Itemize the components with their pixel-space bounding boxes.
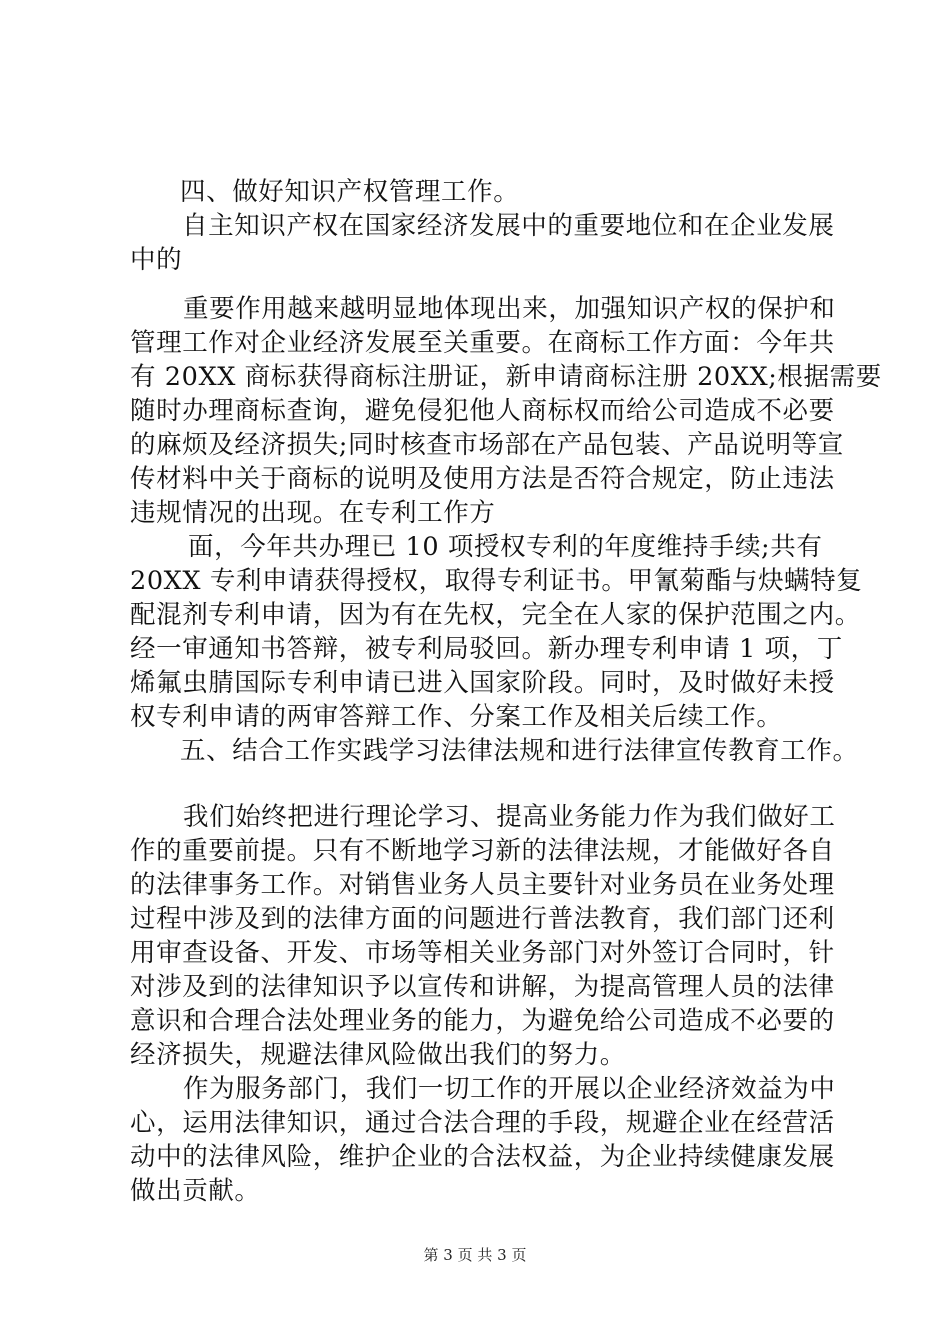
paragraph-line: 违规情况的出现。在专利工作方 <box>130 498 496 528</box>
paragraph-line: 自主知识产权在国家经济发展中的重要地位和在企业发展 <box>182 211 835 241</box>
paragraph-line: 用审查设备、开发、市场等相关业务部门对外签订合同时，针 <box>130 938 835 968</box>
paragraph-line: 随时办理商标查询，避免侵犯他人商标权而给公司造成不必要 <box>130 396 835 426</box>
paragraph-line: 经济损失，规避法律风险做出我们的努力。 <box>130 1040 626 1070</box>
paragraph-line: 管理工作对企业经济发展至关重要。在商标工作方面：今年共 <box>130 328 835 358</box>
paragraph-line: 动中的法律风险，维护企业的合法权益，为企业持续健康发展 <box>130 1142 835 1172</box>
paragraph-line: 作为服务部门，我们一切工作的开展以企业经济效益为中 <box>183 1074 836 1104</box>
paragraph-line: 经一审通知书答辩，被专利局驳回。新办理专利申请 1 项，丁 <box>130 634 843 664</box>
paragraph-line: 面，今年共办理已 10 项授权专利的年度维持手续;共有 <box>188 532 823 562</box>
paragraph-line: 心，运用法律知识，通过合法合理的手段，规避企业在经营活 <box>130 1108 835 1138</box>
page-footer: 第 3 页 共 3 页 <box>423 1246 527 1264</box>
paragraph-line: 对涉及到的法律知识予以宣传和讲解，为提高管理人员的法律 <box>130 972 835 1002</box>
section-heading-4: 四、做好知识产权管理工作。 <box>180 177 520 207</box>
paragraph-line: 权专利申请的两审答辩工作、分案工作及相关后续工作。 <box>130 702 783 732</box>
section-heading-5: 五、结合工作实践学习法律法规和进行法律宣传教育工作。 <box>180 736 859 766</box>
paragraph-line: 过程中涉及到的法律方面的问题进行普法教育，我们部门还利 <box>130 904 835 934</box>
paragraph-line: 重要作用越来越明显地体现出来，加强知识产权的保护和 <box>183 294 836 324</box>
paragraph-line: 做出贡献。 <box>130 1176 261 1206</box>
paragraph-line: 我们始终把进行理论学习、提高业务能力作为我们做好工 <box>183 802 836 832</box>
paragraph-line: 配混剂专利申请，因为有在先权，完全在人家的保护范围之内。 <box>130 600 861 630</box>
paragraph-line: 的麻烦及经济损失;同时核查市场部在产品包装、产品说明等宣 <box>130 430 844 460</box>
paragraph-line: 20XX 专利申请获得授权，取得专利证书。甲氰菊酯与炔螨特复 <box>130 566 863 596</box>
paragraph-line: 中的 <box>130 245 183 275</box>
paragraph-line: 有 20XX 商标获得商标注册证，新申请商标注册 20XX;根据需要 <box>130 362 882 392</box>
paragraph-line: 作的重要前提。只有不断地学习新的法律法规，才能做好各自 <box>130 836 835 866</box>
paragraph-line: 传材料中关于商标的说明及使用方法是否符合规定，防止违法 <box>130 464 835 494</box>
paragraph-line: 意识和合理合法处理业务的能力，为避免给公司造成不必要的 <box>130 1006 835 1036</box>
paragraph-line: 的法律事务工作。对销售业务人员主要针对业务员在业务处理 <box>130 870 835 900</box>
paragraph-line: 烯氟虫腈国际专利申请已进入国家阶段。同时，及时做好未授 <box>130 668 835 698</box>
